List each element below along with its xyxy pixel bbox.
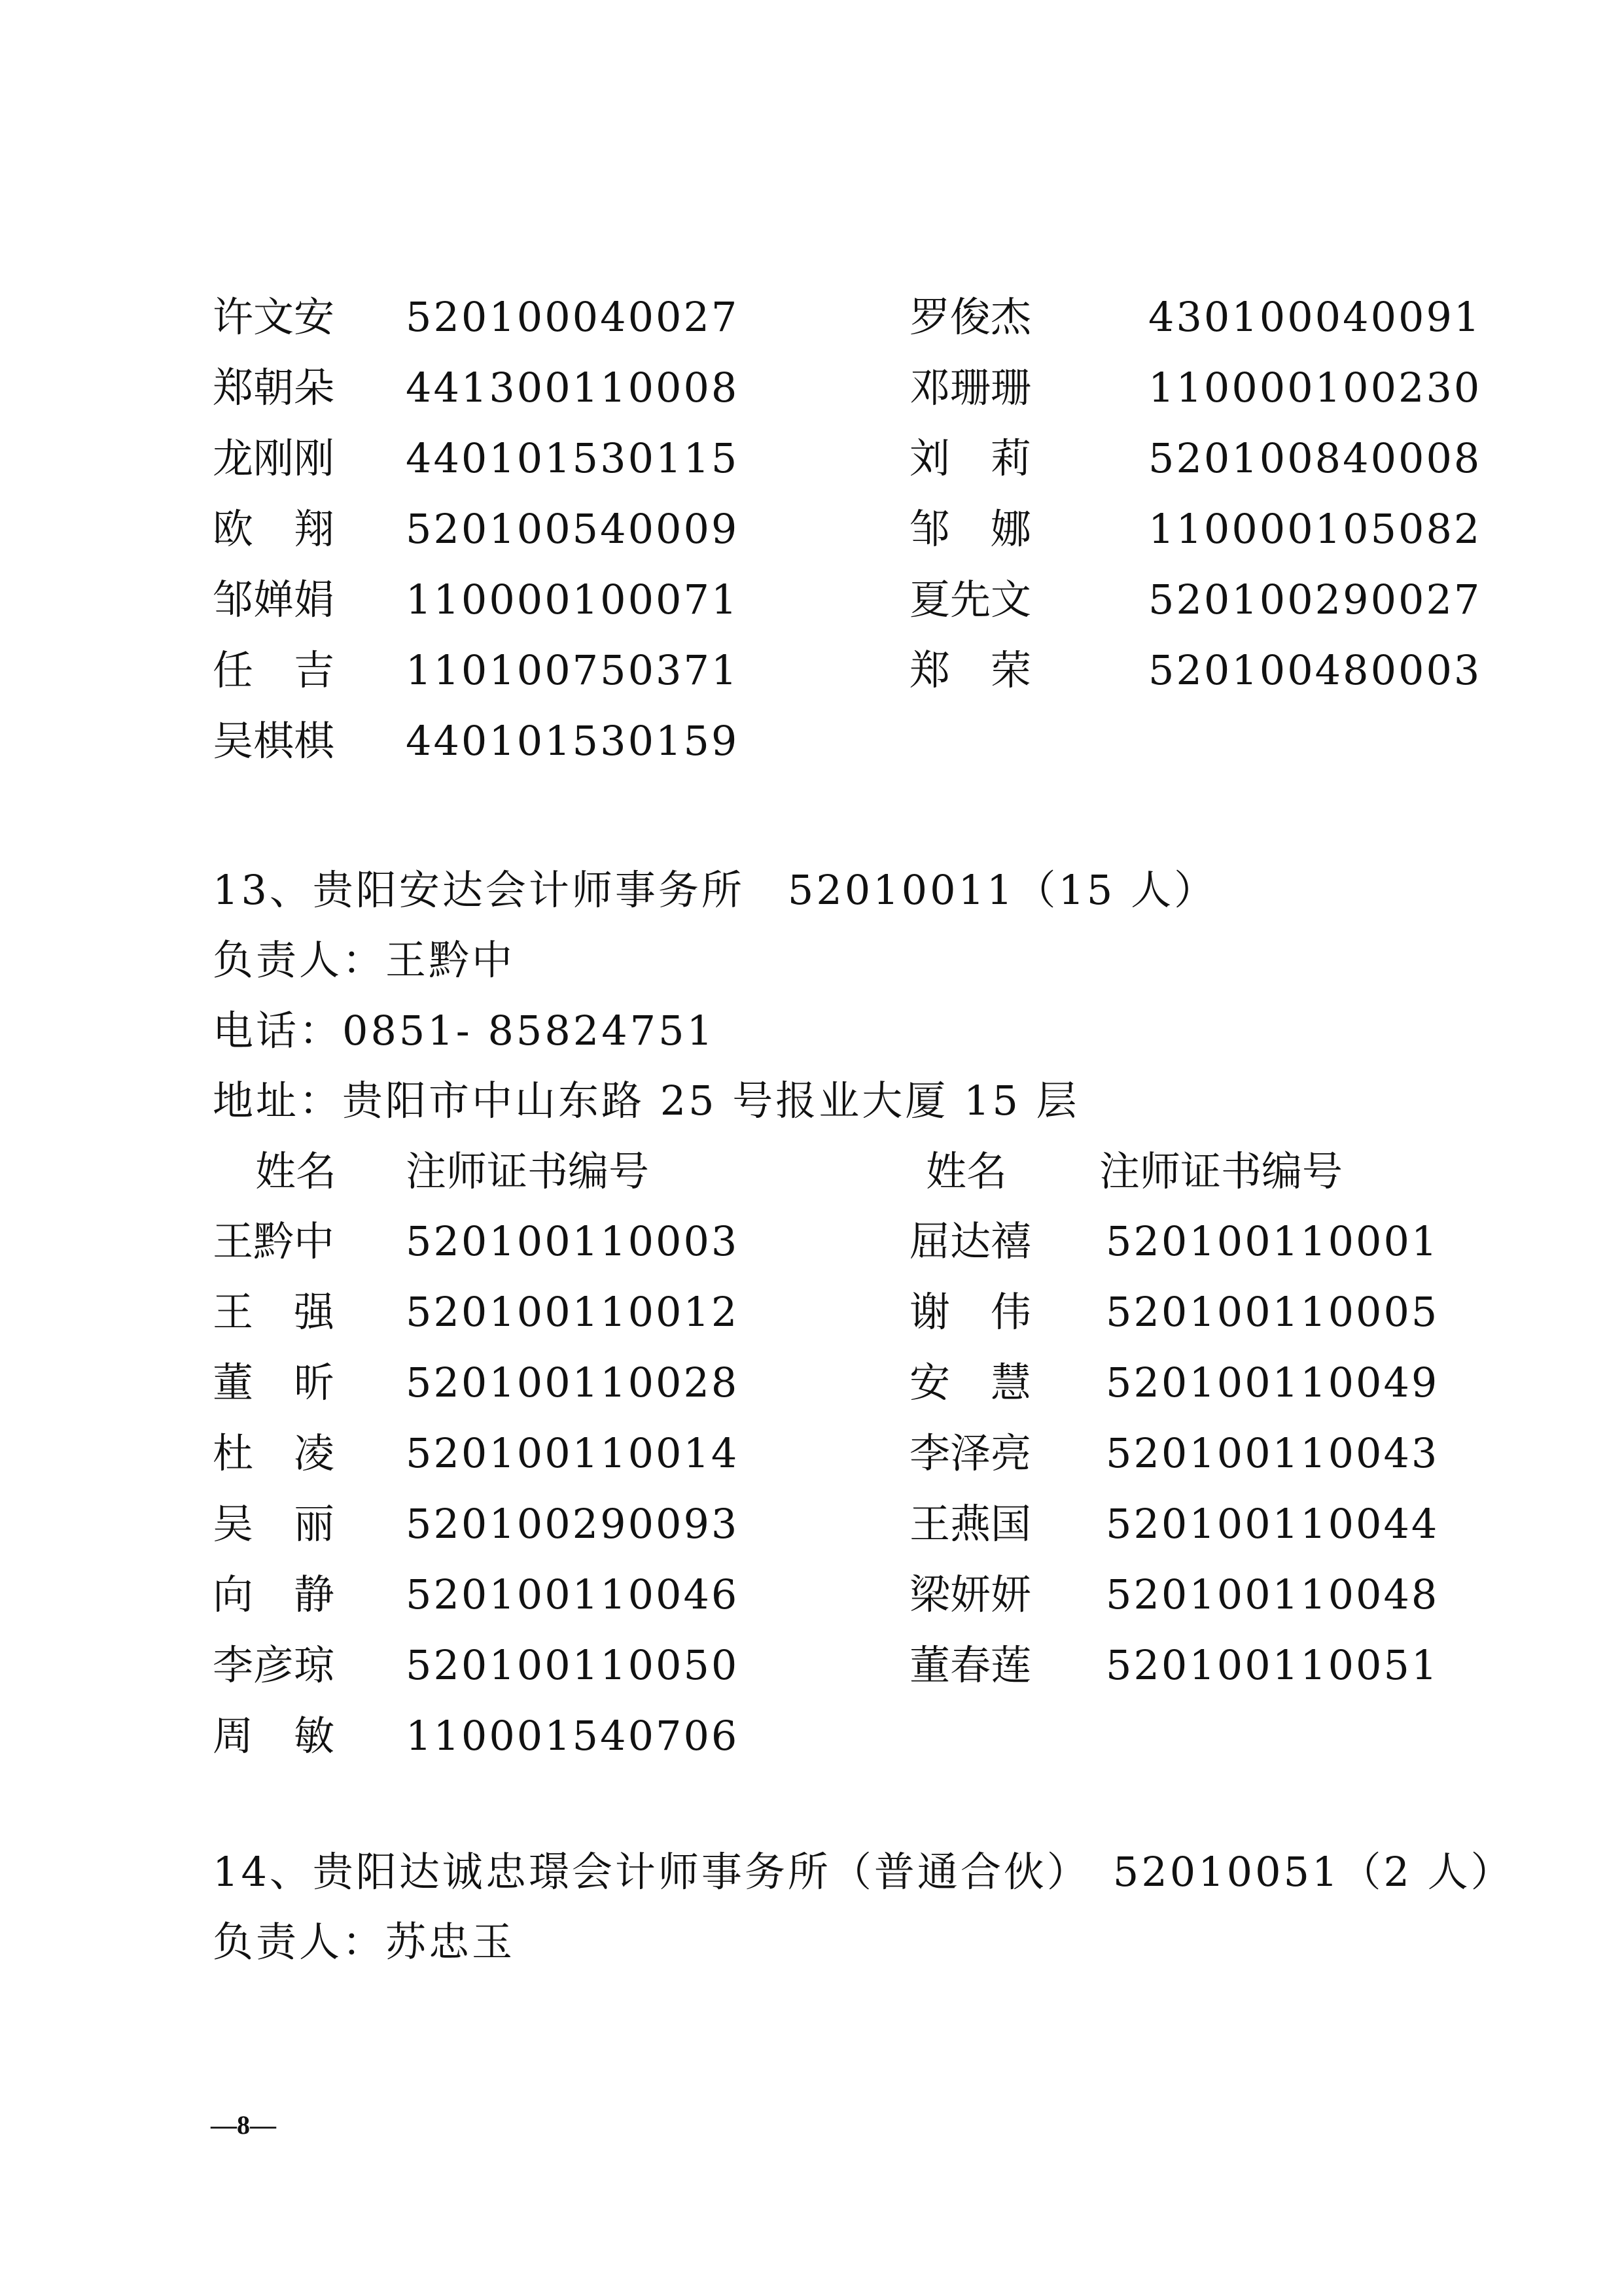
certificate-number: 520100110050 — [406, 1641, 739, 1689]
person-name: 邹 娜 — [909, 505, 1032, 553]
certificate-number: 110000100230 — [1148, 364, 1482, 411]
table-row — [0, 1639, 1624, 1692]
certificate-number: 520100110005 — [1106, 1288, 1439, 1336]
certificate-number: 520100290027 — [1148, 576, 1482, 623]
person-name: 罗俊杰 — [909, 293, 1032, 341]
person-name: 许文安 — [213, 293, 335, 341]
table-row — [0, 1569, 1624, 1621]
person-name: 任 吉 — [213, 646, 335, 694]
person-name: 董春莲 — [909, 1641, 1032, 1689]
table-row — [0, 1498, 1624, 1550]
person-name: 吴 丽 — [213, 1500, 335, 1548]
person-name: 屈达禧 — [909, 1217, 1032, 1265]
certificate-number: 520100110051 — [1106, 1641, 1439, 1689]
certificate-number: 520100110003 — [406, 1217, 739, 1265]
person-name: 董 昕 — [213, 1359, 335, 1406]
certificate-number: 520100540009 — [406, 505, 739, 553]
person-name: 欧 翔 — [213, 505, 335, 553]
certificate-number: 520100110044 — [1106, 1500, 1439, 1548]
certificate-number: 440101530159 — [406, 717, 739, 765]
certificate-number: 520100290093 — [406, 1500, 739, 1548]
person-name: 夏先文 — [909, 576, 1032, 623]
certificate-number: 520100110012 — [406, 1288, 739, 1336]
person-name: 邓珊珊 — [909, 364, 1032, 411]
firm13-table-header — [0, 1145, 1624, 1198]
table-row — [0, 644, 1624, 697]
firm13-phone: 电话：0851- 85824751 — [213, 1007, 716, 1054]
certificate-number: 520100110014 — [406, 1429, 739, 1477]
firm14-title: 14、贵阳达诚忠璟会计师事务所（普通合伙） 52010051（2 人） — [213, 1848, 1514, 1896]
person-name: 刘 莉 — [909, 434, 1032, 482]
firm13-title: 13、贵阳安达会计师事务所 52010011（15 人） — [213, 866, 1218, 914]
certificate-number: 520100840008 — [1148, 434, 1482, 482]
person-name: 王燕国 — [909, 1500, 1032, 1548]
person-name: 周 敏 — [213, 1712, 335, 1760]
table-row — [0, 1427, 1624, 1480]
certificate-number: 110001540706 — [406, 1712, 739, 1760]
header-right-name: 姓名 — [926, 1147, 1008, 1195]
person-name: 龙刚刚 — [213, 434, 335, 482]
certificate-number: 520100110049 — [1106, 1359, 1439, 1406]
certificate-number: 520100110028 — [406, 1359, 739, 1406]
certificate-number: 520100110048 — [1106, 1571, 1439, 1618]
certificate-number: 440101530115 — [406, 434, 739, 482]
certificate-number: 110000100071 — [406, 576, 739, 623]
person-name: 邹婵娟 — [213, 576, 335, 623]
person-name: 王 强 — [213, 1288, 335, 1336]
table-row — [0, 574, 1624, 626]
table-row — [0, 432, 1624, 485]
certificate-number: 110000105082 — [1148, 505, 1482, 553]
person-name: 谢 伟 — [909, 1288, 1032, 1336]
certificate-number: 520100110046 — [406, 1571, 739, 1618]
person-name: 吴棋棋 — [213, 717, 335, 765]
person-name: 李彦琼 — [213, 1641, 335, 1689]
header-right-code: 注师证书编号 — [1099, 1147, 1343, 1195]
person-name: 梁妍妍 — [909, 1571, 1032, 1618]
person-name: 郑朝朵 — [213, 364, 335, 411]
table-row — [0, 1357, 1624, 1409]
certificate-number: 520100110001 — [1106, 1217, 1439, 1265]
header-left-name: 姓名 — [255, 1147, 337, 1195]
firm14-head: 负责人：苏忠玉 — [213, 1918, 516, 1966]
person-name: 杜 凌 — [213, 1429, 335, 1477]
firm13-head: 负责人：王黔中 — [213, 936, 516, 984]
person-name: 王黔中 — [213, 1217, 335, 1265]
certificate-number: 110100750371 — [406, 646, 739, 694]
certificate-number: 520100480003 — [1148, 646, 1482, 694]
person-name: 李泽亮 — [909, 1429, 1032, 1477]
table-row — [0, 503, 1624, 555]
certificate-number: 430100040091 — [1148, 293, 1482, 341]
table-row — [0, 1215, 1624, 1268]
table-row — [0, 291, 1624, 343]
table-row — [0, 362, 1624, 414]
certificate-number: 520100040027 — [406, 293, 739, 341]
table-row — [0, 1710, 1624, 1762]
header-left-code: 注师证书编号 — [406, 1147, 650, 1195]
person-name: 郑 荣 — [909, 646, 1032, 694]
table-row — [0, 715, 1624, 767]
person-name: 安 慧 — [909, 1359, 1032, 1406]
firm13-address: 地址：贵阳市中山东路 25 号报业大厦 15 层 — [213, 1077, 1080, 1124]
person-name: 向 静 — [213, 1571, 335, 1618]
certificate-number: 441300110008 — [406, 364, 739, 411]
page-number: —8— — [211, 2110, 276, 2140]
certificate-number: 520100110043 — [1106, 1429, 1439, 1477]
table-row — [0, 1286, 1624, 1338]
